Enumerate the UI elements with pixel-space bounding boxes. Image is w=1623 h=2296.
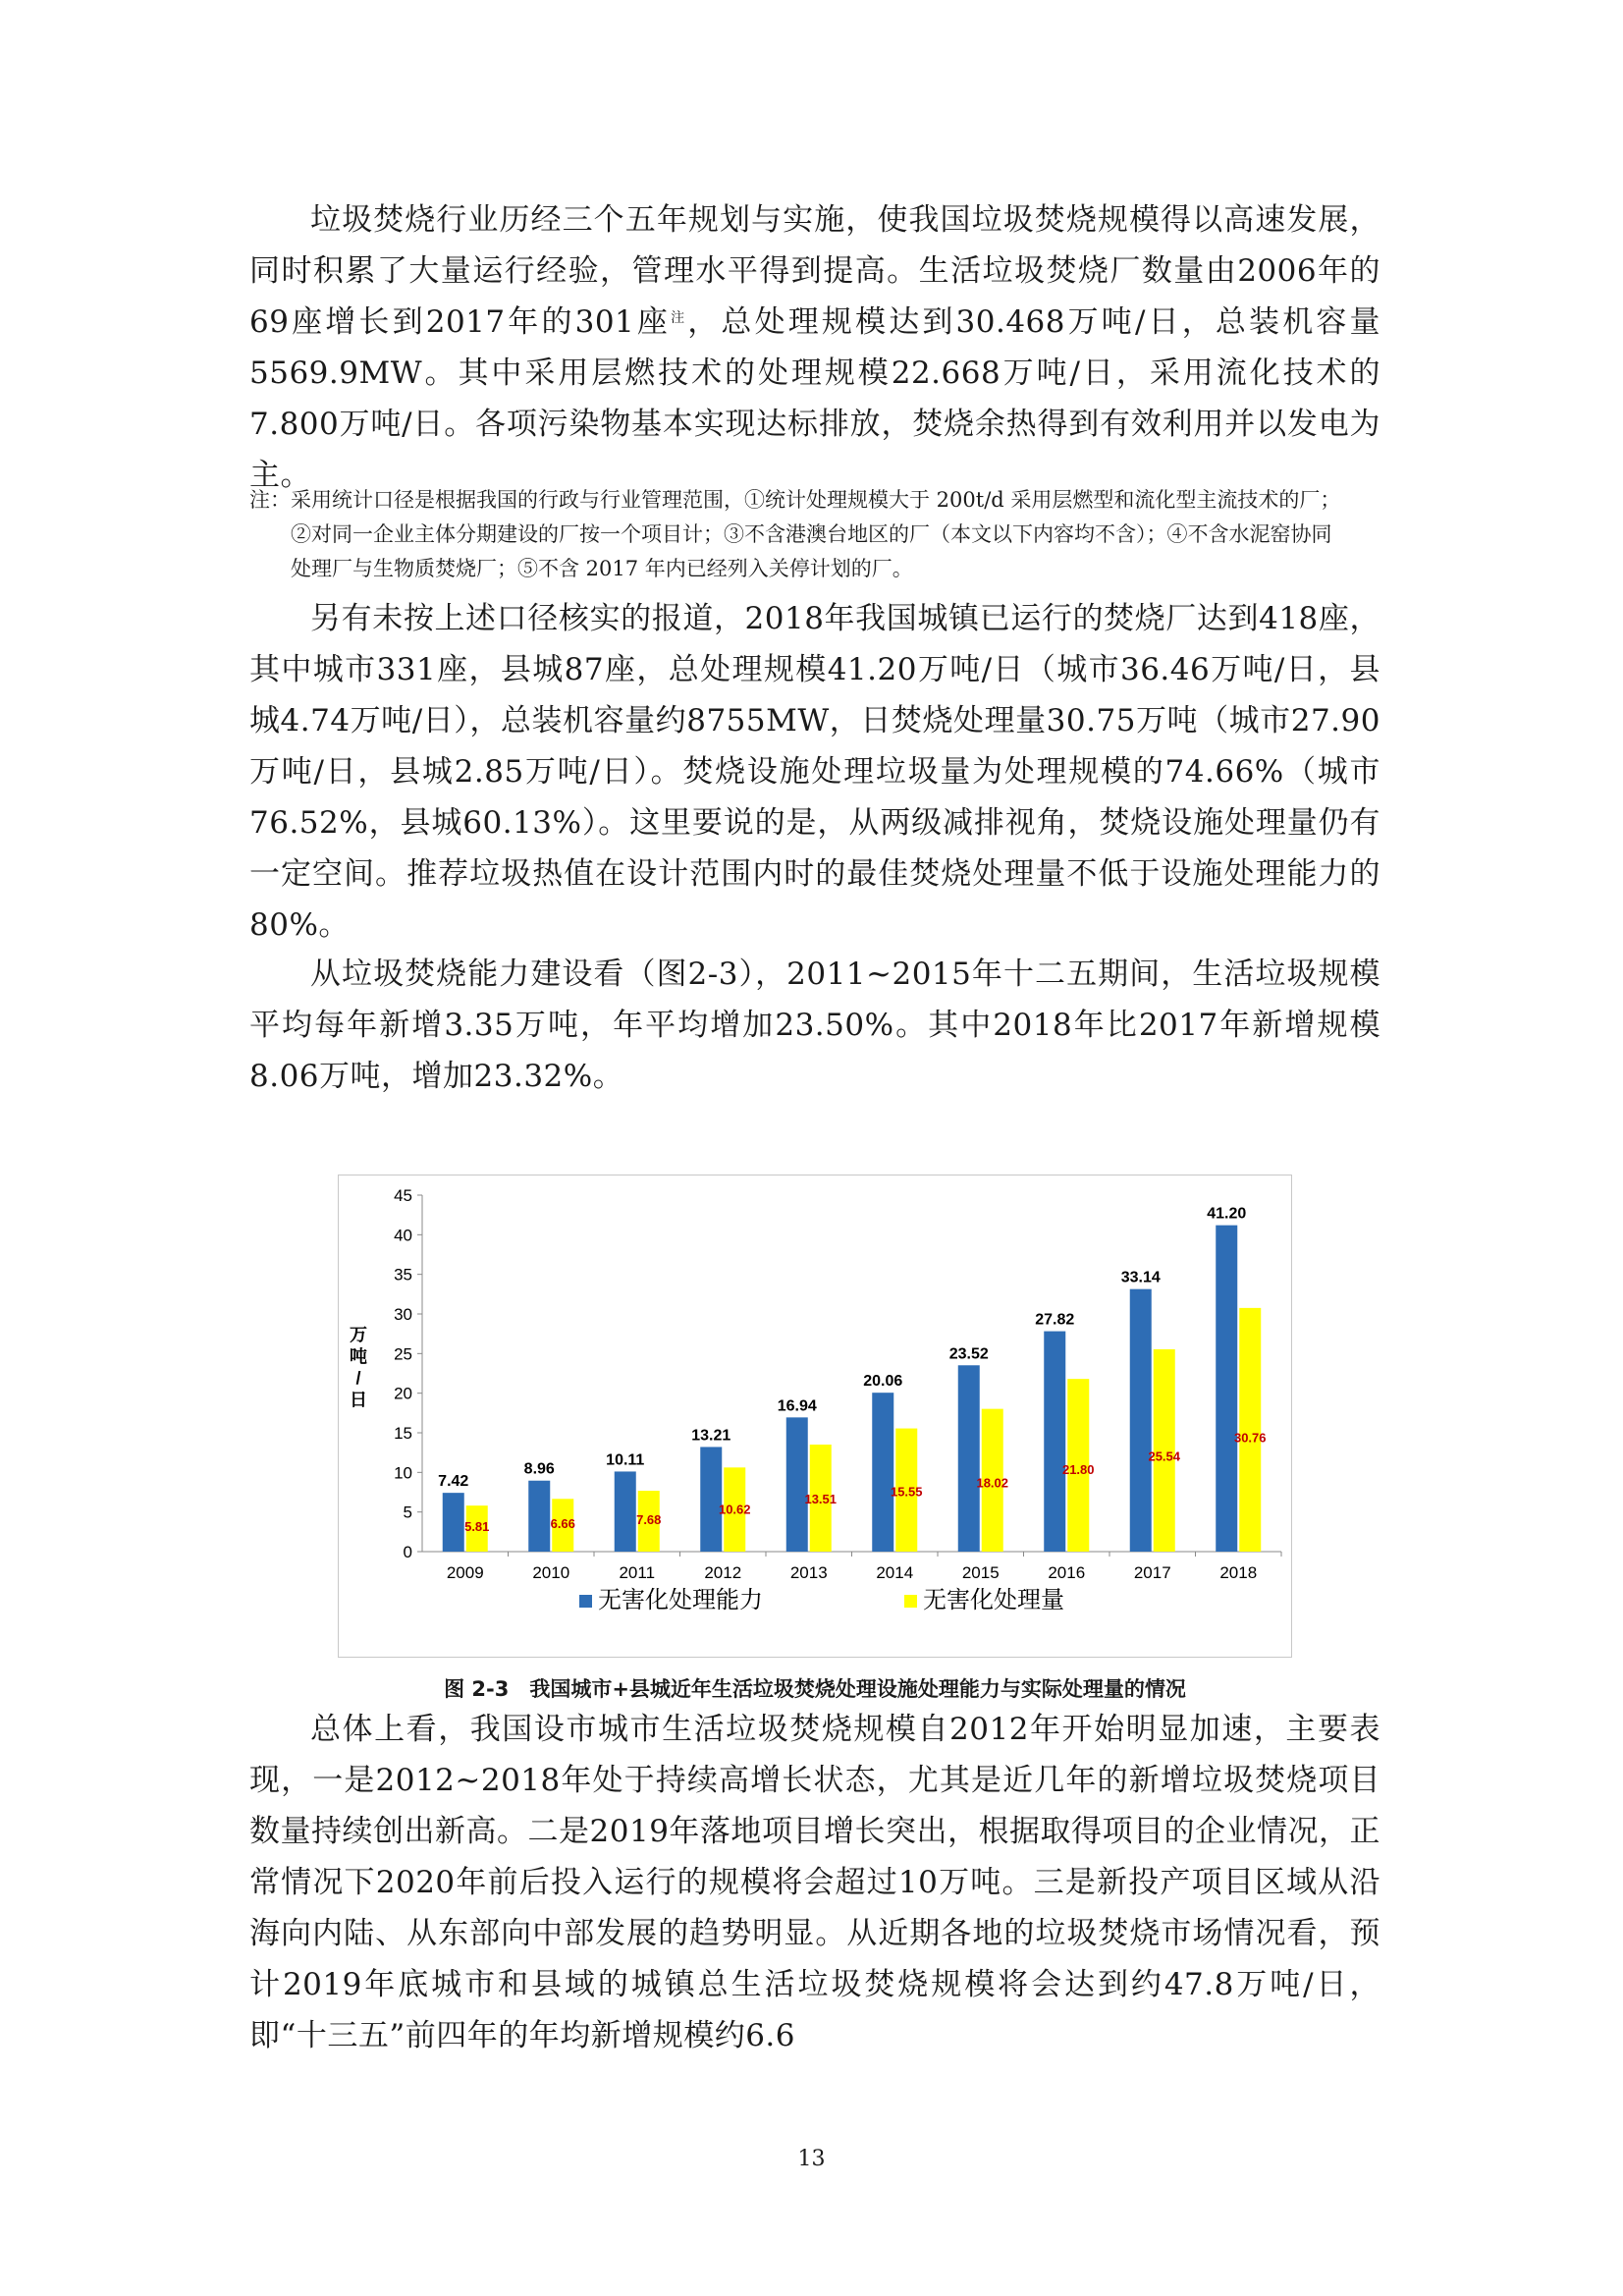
paragraph-4 [249,1704,1380,2061]
x-tick-label: 2017 [1133,1563,1171,1582]
bar-capacity [700,1447,722,1552]
data-label-processed: 7.68 [636,1512,662,1528]
x-tick-label: 2014 [876,1563,914,1582]
paragraph-3 [249,949,1380,1102]
x-tick-label: 2012 [704,1563,742,1582]
legend-label-processed: 无害化处理量 [923,1587,1064,1613]
y-tick-label: 25 [394,1344,412,1364]
bar-chart-svg [339,1175,1291,1657]
bar-capacity [1130,1289,1152,1552]
data-label-processed: 10.62 [718,1502,751,1517]
footnote-line-3: 处理厂与生物质焚烧厂；⑤不含 2017 年内已经列入关停计划的厂。 [291,557,913,580]
x-tick-label: 2011 [619,1563,656,1582]
x-tick-label: 2015 [961,1563,1000,1582]
data-label-capacity: 13.21 [691,1427,731,1445]
paragraph-3-text: 从垃圾焚烧能力建设看（图2-3），2011~2015年十二五期间，生活垃圾规模平均每年新增3.35万吨，年平均增加23.50%。其中2018年比2017年新增规模8.06万吨，增加23.32%。 [249,957,1380,1094]
bar-capacity [872,1393,893,1552]
footnote-line-2: ②对同一企业主体分期建设的厂按一个项目计；③不含港澳台地区的厂（本文以下内容均不含）；④不含水泥窑协同 [291,522,1332,546]
legend-swatch-capacity [579,1595,592,1608]
paragraph-4-text: 总体上看，我国设市城市生活垃圾焚烧规模自2012年开始明显加速，主要表现，一是2012~2018年处于持续高增长状态，尤其是近几年的新增垃圾焚烧项目数量持续创出新高。二是2019年落地项目增长突出，根据取得项目的企业情况，正常情况下2020年前后投入运行的规模将会超过10万吨。三是新投产项目区域从沿海向内陆、从东部向中部发展的趋势明显。从近期各地的垃圾焚烧市场情况看，预计2019年底城市和县域的城镇总生活垃圾焚烧规模将会达到约47.8万吨/日，即“十三五”前四年的年均新增规模约6.6 [249,1712,1380,2053]
y-tick-label: 40 [394,1226,412,1245]
data-label-capacity: 16.94 [777,1397,817,1415]
y-tick-label: 20 [394,1384,412,1403]
bar-chart [338,1175,1292,1658]
bar-capacity [443,1493,464,1552]
footnote [249,483,1380,586]
figure-caption: 图 2-3 我国城市+县城近年生活垃圾焚烧处理设施处理能力与实际处理量的情况 [444,1677,1186,1701]
data-label-capacity: 33.14 [1120,1269,1161,1286]
x-tick-label: 2016 [1048,1563,1086,1582]
data-label-processed: 18.02 [976,1475,1009,1491]
footnote-line-1: 注：采用统计口径是根据我国的行政与行业管理范围，①统计处理规模大于 200t/d 采用层燃型和流化型主流技术的厂； [249,488,1341,512]
y-axis-label: 万 [350,1325,367,1345]
data-label-capacity: 20.06 [863,1373,903,1391]
y-axis-label: 日 [350,1390,367,1410]
y-tick-label: 5 [403,1503,412,1522]
data-label-processed: 5.81 [464,1518,490,1534]
x-tick-label: 2010 [532,1563,570,1582]
bar-capacity [528,1481,550,1552]
data-label-capacity: 8.96 [523,1460,555,1478]
data-label-processed: 25.54 [1148,1449,1181,1464]
data-label-capacity: 23.52 [948,1345,989,1363]
data-label-capacity: 41.20 [1207,1205,1247,1223]
bar-capacity [958,1365,980,1552]
footnote-marker: 注 [671,310,688,326]
bar-capacity [1044,1332,1065,1552]
y-axis-label: 吨 [350,1346,367,1367]
bar-capacity [786,1417,808,1552]
y-tick-label: 35 [394,1265,412,1285]
x-tick-label: 2018 [1219,1563,1258,1582]
data-label-processed: 6.66 [550,1515,575,1531]
paragraph-1 [249,194,1380,501]
legend-label-capacity: 无害化处理能力 [598,1587,763,1613]
data-label-capacity: 7.42 [438,1473,469,1491]
paragraph-2-text: 另有未按上述口径核实的报道，2018年我国城镇已运行的焚烧厂达到418座，其中城市331座，县城87座，总处理规模41.20万吨/日（城市36.46万吨/日，县城4.74万吨/日），总装机容量约8755MW，日焚烧处理量30.75万吨（城市27.90万吨/日，县城2.85万吨/日）。焚烧设施处理垃圾量为处理规模的74.66%（城市76.52%，县城60.13%）。这里要说的是，从两级减排视角，焚烧设施处理量仍有一定空间。推荐垃圾热值在设计范围内时的最佳焚烧处理量不低于设施处理能力的80%。 [249,601,1380,943]
paragraph-1-text: 垃圾焚烧行业历经三个五年规划与实施，使我国垃圾焚烧规模得以高速发展，同时积累了大量运行经验，管理水平得到提高。生活垃圾焚烧厂数量由2006年的69座增长到2017年的301座 [249,202,1380,340]
y-tick-label: 45 [394,1186,412,1205]
x-tick-label: 2009 [446,1563,484,1582]
y-axis-label: / [355,1368,361,1389]
data-label-processed: 30.76 [1233,1430,1267,1446]
x-tick-label: 2013 [789,1563,828,1582]
y-tick-label: 30 [394,1305,412,1324]
paragraph-1-text-rest: ，总处理规模达到30.468万吨/日，总装机容量5569.9MW。其中采用层燃技术的处理规模22.668万吨/日，采用流化技术的7.800万吨/日。各项污染物基本实现达标排放，焚烧余热得到有效利用并以发电为主。 [249,304,1381,493]
page-number: 13 [797,2147,826,2171]
y-tick-label: 10 [394,1463,412,1483]
data-label-processed: 15.55 [890,1484,923,1500]
y-tick-label: 15 [394,1424,412,1443]
legend-swatch-processed [904,1595,917,1608]
bar-capacity [615,1471,636,1552]
data-label-capacity: 10.11 [606,1451,645,1469]
bar-capacity [1216,1226,1237,1552]
paragraph-2 [249,593,1380,951]
data-label-capacity: 27.82 [1035,1311,1075,1329]
data-label-processed: 21.80 [1061,1461,1095,1477]
y-tick-label: 0 [403,1543,412,1561]
data-label-processed: 13.51 [804,1491,838,1506]
